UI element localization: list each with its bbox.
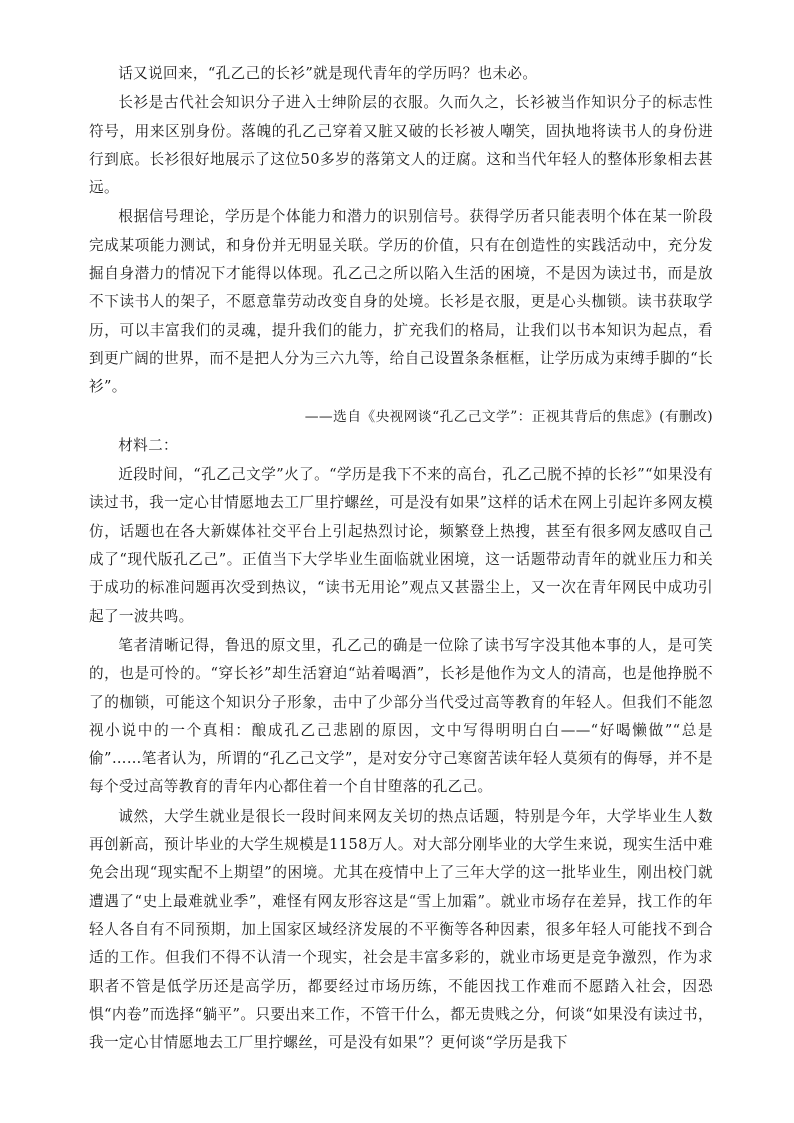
document-page — [89, 60, 713, 1057]
paragraph-employment: 诚然，大学生就业是很长一段时间来网友关切的热点话题，特别是今年，大学毕业生人数再创新高，预计毕业的大学生规模是1158万人。对大部分刚毕业的大学生来说，现实生活中难免会出现“现实配不上期望”的困境。尤其在疫情中上了三年大学的这一批毕业生，刚出校门就遭遇了“史上最难就业季”，难怪有网友形容这是“雪上加霜”。就业市场存在差异，找工作的年轻人各自有不同预期，加上国家区域经济发展的不平衡等各种因素，很多年轻人可能找不到合适的工作。但我们不得不认清一个现实，社会是丰富多彩的，就业市场更是竞争激烈，作为求职者不管是低学历还是高学历，都要经过市场历练，不能因找工作难而不愿踏入社会，因恐惧“内卷”而选择“躺平”。只要出来工作，不管干什么，都无贵贱之分，何谈“如果没有读过书，我一定心甘情愿地去工厂里拧螺丝，可是没有如果”？更何谈“学历是我下 — [89, 807, 713, 1052]
paragraph-long-gown: 长衫是古代社会知识分子进入士绅阶层的衣服。久而久之，长衫被当作知识分子的标志性符号，用来区别身份。落魄的孔乙己穿着又脏又破的长衫被人嘲笑，固执地将读书人的身份进行到底。长衫很好地展示了这位50多岁的落第文人的迂腐。这和当代年轻人的整体形象相去甚远。 — [89, 94, 713, 197]
paragraph-intro: 话又说回来，“孔乙己的长衫”就是现代青年的学历吗？也未必。 — [118, 65, 538, 82]
material-label: 材料二： — [118, 436, 178, 454]
source-citation: ——选自《央视网谈“孔乙己文学”：正视其背后的焦虑》(有删改) — [304, 408, 713, 425]
paragraph-author-view: 笔者清晰记得，鲁迅的原文里，孔乙己的确是一位除了读书写字没其他本事的人，是可笑的，也是可怜的。“穿长衫”却生活窘迫“站着喝酒”，长衫是他作为文人的清高，也是他挣脱不了的枷锁，可能这个知识分子形象，击中了少部分当代受过高等教育的年轻人。但我们不能忽视小说中的一个真相：酿成孔乙己悲剧的原因，文中写得明明白白——“好喝懒做”“总是偷”……笔者认为，所谓的“孔乙己文学”，是对安分守己寒窗苦读年轻人莫须有的侮辱，并不是每个受过高等教育的青年内心都住着一个自甘堕落的孔乙己。 — [89, 636, 713, 796]
paragraph-signal-theory: 根据信号理论，学历是个体能力和潜力的识别信号。获得学历者只能表明个体在某一阶段完成某项能力测试，和身份并无明显关联。学历的价值，只有在创造性的实践活动中，充分发掘自身潜力的情况下才能得以体现。孔乙己之所以陷入生活的困境，不是因为读过书，而是放不下读书人的架子，不愿意靠劳动改变自身的处境。长衫是衣服，更是心头枷锁。读书获取学历，可以丰富我们的灵魂，提升我们的能力，扩充我们的格局，让我们以书本知识为起点，看到更广阔的世界，而不是把人分为三六九等，给自己设置条条框框，让学历成为束缚手脚的“长衫”。 — [89, 208, 713, 396]
paragraph-kongyiji-literature: 近段时间，“孔乙己文学”火了。“学历是我下不来的高台，孔乙己脱不掉的长衫”“如果没有读过书，我一定心甘情愿地去工厂里拧螺丝，可是没有如果”这样的话术在网上引起许多网友模仿，话题也在各大新媒体社交平台上引起热烈讨论，频繁登上热搜，甚至有很多网友感叹自己成了“现代版孔乙己”。正值当下大学毕业生面临就业困境，这一话题带动青年的就业压力和关于成功的标准问题再次受到热议，“读书无用论”观点又甚嚣尘上，又一次在青年网民中成功引起了一波共鸣。 — [89, 466, 713, 625]
